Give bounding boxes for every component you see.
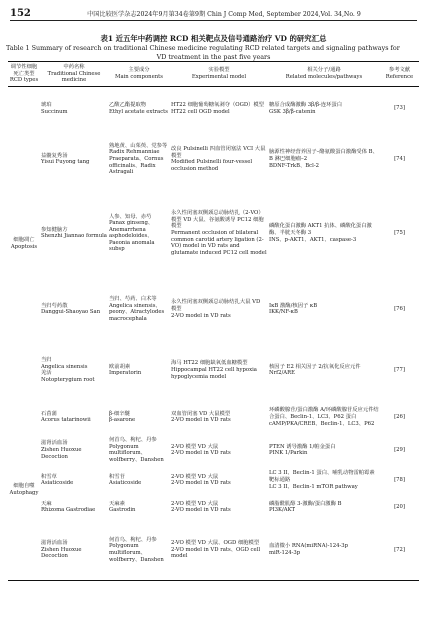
- experimental-model: 2-VO 模型 VD 大鼠 2-VO model in VD rats: [171, 443, 231, 457]
- table-row: [8, 400, 419, 434]
- experimental-model: 永久性闭塞双侧颈总动脉结扎（2-VO）模型 VD 大鼠、谷氨酸诱导 PC12 细胞模型 Permanent occlusion of bilateral common carotid artery ligation (2-VO) model in VD rats and glutamate induced PC12 cell model: [171, 210, 267, 256]
- column-header-tcm: 中药名称 Traditional Chinese medicine: [47, 64, 101, 84]
- table-row: [8, 520, 419, 580]
- reference: [74]: [394, 155, 405, 162]
- reference: [78]: [394, 476, 405, 483]
- related-pathways: 核因子 E2 相关因子 2/抗氧化反应元件 Nrf2/ARE: [269, 363, 361, 377]
- main-components: 人参、知母、赤芍 Panax ginseng、Anemarrhena asphodeloides、Paeonia anomala subsp: [109, 213, 155, 253]
- related-pathways: 脑源性神经营养因子–酪氨酸蛋白激酶受体 B、B 淋巴细胞瘤–2 BDNF-TrkB、Bcl-2: [269, 149, 378, 169]
- column-header-model: 实验模型 Experimental model: [191, 67, 247, 80]
- main-components: 何首乌、枸杞、丹参 Polygonum multiflorum、wolfberry、Danshen: [109, 536, 164, 563]
- related-pathways: 磷酸化蛋白激酶 AKT1 抗体、磷酸化蛋白激酶、半胱天冬酶 3 INS、p-AKT1、AKT1、caspase-3: [269, 223, 372, 243]
- table-row: [8, 86, 419, 130]
- table-title-en: Table 1 Summary of research on traditional Chinese medicine regulating RCD related targets and signaling pathways for: [6, 44, 400, 52]
- main-components: 欧前胡素 Imperatorin: [109, 363, 142, 377]
- tcm-name: 天麻 Rhizoma Gastrodiae: [41, 500, 96, 514]
- experimental-model: 海马 HT22 细胞缺氧低血糖模型 Hippocampal HT22 cell hypoxia hypoglycemia model: [171, 360, 257, 380]
- column-header-rcd-types: 调节性细胞死亡类型 RCD types: [9, 64, 39, 84]
- table-caption: [6, 34, 421, 61]
- running-header: [10, 6, 417, 21]
- table-row: [8, 494, 419, 520]
- related-pathways: LC 3 II、Beclin-1 蛋白、哺乳动物雷帕霉素靶标通路 LC 3 II、Beclin-1 mTOR pathway: [269, 470, 375, 490]
- reference: [72]: [394, 546, 405, 553]
- column-header-reference: 参考文献 Reference: [385, 67, 414, 80]
- table-row: [8, 188, 419, 278]
- experimental-model: HT22 细胞葡萄糖氧剥夺（OGD）模型 HT22 cell OGD model: [171, 101, 264, 115]
- experimental-model: 改良 Pulsinelli 四血管闭塞法 VCI 大鼠模型 Modified Pulsinelli four-vessel occlusion method: [171, 146, 266, 172]
- reference: [29]: [394, 446, 405, 453]
- reference: [73]: [394, 105, 405, 112]
- reference: [75]: [394, 229, 405, 236]
- experimental-model: 双血管闭塞 VD 大鼠模型 2-VO model in VD rats: [171, 410, 231, 424]
- table-title-en-continued: VD treatment in the past five years: [156, 52, 271, 61]
- main-components: 乙酸乙酯提取物 Ethyl acetate extracts: [109, 101, 169, 115]
- reference: [77]: [394, 366, 405, 373]
- tcm-name: 益髓复秀汤 Yisui Fuyong tang: [41, 152, 90, 166]
- tcm-name: 当归 Angelica sinensis 羌活 Notopterygium root: [41, 357, 95, 383]
- experimental-model: 2-VO 模型 VD 大鼠、OGD 细胞模型 2-VO model in VD rats、OGD cell model: [171, 540, 261, 560]
- related-pathways: IκB 激酶/核因子 κB IKK/NF-κB: [269, 302, 318, 316]
- reference: [20]: [394, 503, 405, 510]
- table-title-cn: 表1 近五年中药调控 RCD 相关靶点及信号通路治疗 VD 的研究汇总: [100, 34, 327, 43]
- column-header-pathways: 相关分子/通路 Related molecules/pathways: [285, 67, 363, 80]
- page-number: 152: [10, 8, 31, 19]
- main-components: 熟地黄、山茱萸、党参等 Radix Rehmanniae Praeparata、Cornus officinalis、Radix Astragali: [109, 142, 168, 176]
- experimental-model: 2-VO 模型 VD 大鼠 2-VO model in VD rats: [171, 500, 231, 514]
- main-components: 天麻素 Gastrodin: [109, 500, 136, 514]
- related-pathways: 血清微小 RNA(miRNA)-124-3p miR-124-3p: [269, 543, 349, 557]
- tcm-name: 石菖蒲 Acorus tatarinowii: [41, 410, 91, 424]
- main-components: 何首乌、枸杞、丹参 Polygonum multiflorum、wolfberry、Danshen: [109, 437, 164, 463]
- related-pathways: 磷脂酰肌醇 3-激酶/蛋白激酶 B PI3K/AKT: [269, 500, 342, 514]
- summary-table: [8, 61, 419, 581]
- rcd-type-cell: 细胞自噬 Autophagy: [9, 483, 39, 497]
- main-components: β-细辛醚 β-asarone: [109, 410, 136, 424]
- rcd-type-cell: 细胞凋亡 Apoptosis: [10, 236, 38, 250]
- tcm-name: 积雪草 Asiaticoside: [41, 473, 74, 487]
- table-row: [8, 466, 419, 494]
- experimental-model: 永久性闭塞双侧颈总动脉结扎大鼠 VD 模型 2-VO model in VD rats: [171, 299, 261, 319]
- table-row: [8, 434, 419, 466]
- table-row: [8, 340, 419, 400]
- reference: [76]: [394, 305, 405, 312]
- tcm-name: 滋肾活血汤 Zishen Huoxue Decoction: [41, 440, 82, 460]
- table-row: [8, 278, 419, 340]
- related-pathways: PTEN 诱导激酶 1/帕金蛋白 PINK 1/Parkin: [269, 443, 336, 457]
- table-row: [8, 130, 419, 188]
- main-components: 当归、芍药、白术等 Angelica sinensis、peony、Atractylodes macrocephala: [109, 296, 165, 322]
- reference: [26]: [394, 413, 405, 420]
- related-pathways: 糖原合成酶激酶 3β/β-连环蛋白 GSK 3β/β-catenin: [269, 101, 343, 115]
- experimental-model: 2-VO 模型 VD 大鼠 2-VO model in VD rats: [171, 473, 231, 487]
- journal-citation: 中国比较医学杂志2024年9月第34卷第9期 Chin J Comp Med, September 2024,Vol. 34,No. 9: [87, 11, 361, 18]
- table-body: [8, 86, 419, 580]
- tcm-name: 琥珀 Succinum: [41, 101, 68, 115]
- main-components: 积雪苷 Asiaticoside: [109, 473, 142, 487]
- table-header-row: [8, 62, 419, 87]
- tcm-name: 滋肾活血汤 Zishen Huoxue Decoction: [41, 540, 82, 560]
- related-pathways: 环磷酸腺苷/蛋白激酶 A/环磷酸腺苷反应元件结合蛋白、Beclin-1、LC3、P62 蛋白 cAMP/PKA/CREB、Beclin-1、LC3、P62: [269, 407, 379, 427]
- tcm-name: 参知健脑方 Shenzhi Jiannao formula: [41, 226, 107, 240]
- column-header-components: 主要成分 Main components: [115, 67, 163, 80]
- tcm-name: 当归芍药散 Danggui-Shaoyao San: [41, 302, 101, 316]
